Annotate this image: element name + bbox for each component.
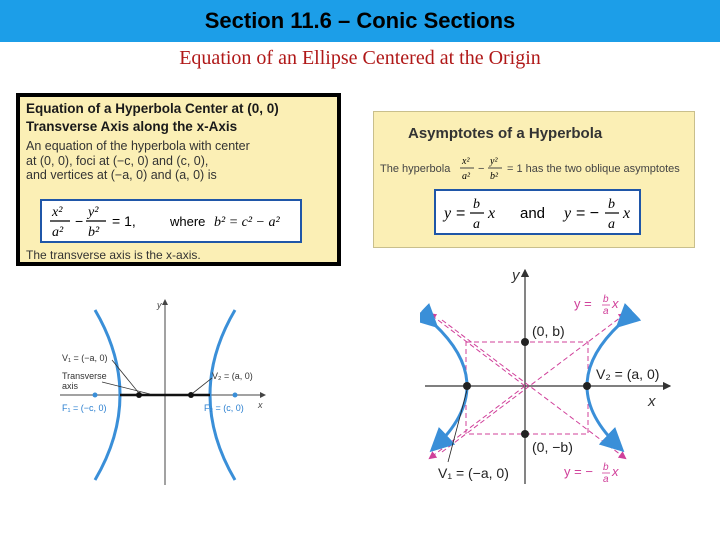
svg-text:a: a [608,217,615,232]
theorem-body-line1: An equation of the hyperbola with center [26,139,250,153]
left-v1-label: V₁ = (−a, 0) [62,353,108,363]
left-f2-label: F₂ = (c, 0) [204,403,244,413]
svg-text:b: b [473,197,480,212]
asymptotes-box [373,111,695,248]
right-x-label: x [648,393,656,410]
asym-text-prefix: The hyperbola [380,163,451,175]
theorem-body [26,139,326,183]
svg-text:b²: b² [88,225,100,240]
svg-text:a²: a² [52,225,64,240]
hyperbola-foci-graph [40,290,280,490]
asym-top-label: y = [574,296,592,311]
vertex-v1-point [463,382,471,390]
svg-text:x²: x² [52,205,63,220]
asym-and: and [520,205,546,222]
svg-text:y²: y² [88,205,99,220]
transverse-label-1: Transverse [62,371,107,381]
svg-text:b: b [603,294,609,305]
focus-f1 [93,393,98,398]
hyperbola-equation-box [40,199,302,243]
svg-text:x: x [488,205,496,222]
hyperbola-asymptotes-graph [420,262,710,492]
svg-text:x: x [612,464,619,479]
svg-text:a: a [603,306,609,317]
svg-text:x²: x² [462,156,470,167]
svg-text:x: x [612,296,619,311]
svg-text:a²: a² [462,171,470,182]
eq-where: where [170,214,206,229]
asym-bottom-label: y = − [564,464,593,479]
left-v2-label: V₂ = (a, 0) [212,371,253,381]
svg-text:b: b [603,462,609,473]
asymptote-equations-box [434,189,641,235]
asymptotes-description [380,154,692,184]
co-vertex-top [521,338,529,346]
asymptotes-heading: Asymptotes of a Hyperbola [408,125,603,142]
theorem-heading-line1: Equation of a Hyperbola Center at (0, 0) [26,101,279,116]
svg-text:b²: b² [490,171,498,182]
svg-text:= −: = − [576,205,600,222]
asym-text-mid: = 1 has the two oblique asymptotes [507,163,680,175]
svg-text:x: x [623,205,631,222]
hyperbola-theorem-box [16,93,341,266]
hyperbola-equation [42,201,300,241]
theorem-body-line2: at (0, 0), foci at (−c, 0) and (c, 0), [26,153,209,168]
right-v2-label: V₂ = (a, 0) [596,366,660,382]
left-f1-label: F₁ = (−c, 0) [62,403,107,413]
svg-text:b: b [608,197,615,212]
svg-text:a: a [473,217,480,232]
vertex-v2-point [583,382,591,390]
bottom-point-label: (0, −b) [532,439,573,455]
focus-f2 [233,393,238,398]
theorem-body-line3: and vertices at (−a, 0) and (a, 0) is [26,168,217,182]
theorem-footer: The transverse axis is the x-axis. [26,248,201,262]
theorem-heading [26,100,279,136]
svg-text:=: = [456,205,466,222]
svg-text:−: − [478,163,485,175]
vertex-v1 [136,392,142,398]
slide-subtitle: Equation of an Ellipse Centered at the Origin [179,47,541,69]
eq-relation: b² = c² − a² [214,215,280,230]
theorem-panel [20,97,337,262]
left-y-label: y [157,300,162,310]
svg-text:y: y [444,205,452,222]
svg-text:a: a [603,474,609,485]
svg-text:y²: y² [490,156,498,167]
right-v1-label: V₁ = (−a, 0) [438,465,509,481]
title-bar [0,0,720,42]
asymptote-equations [436,191,639,233]
left-x-label: x [258,400,263,410]
slide-title: Section 11.6 – Conic Sections [204,8,516,33]
transverse-label-2: axis [62,381,79,391]
eq-equals-one: = 1, [112,213,136,229]
top-point-label: (0, b) [532,323,565,339]
right-y-label: y [512,267,520,284]
co-vertex-bottom [521,430,529,438]
theorem-heading-line2: Transverse Axis along the x-Axis [26,119,238,134]
svg-text:−: − [75,213,84,229]
svg-text:y: y [564,205,572,222]
